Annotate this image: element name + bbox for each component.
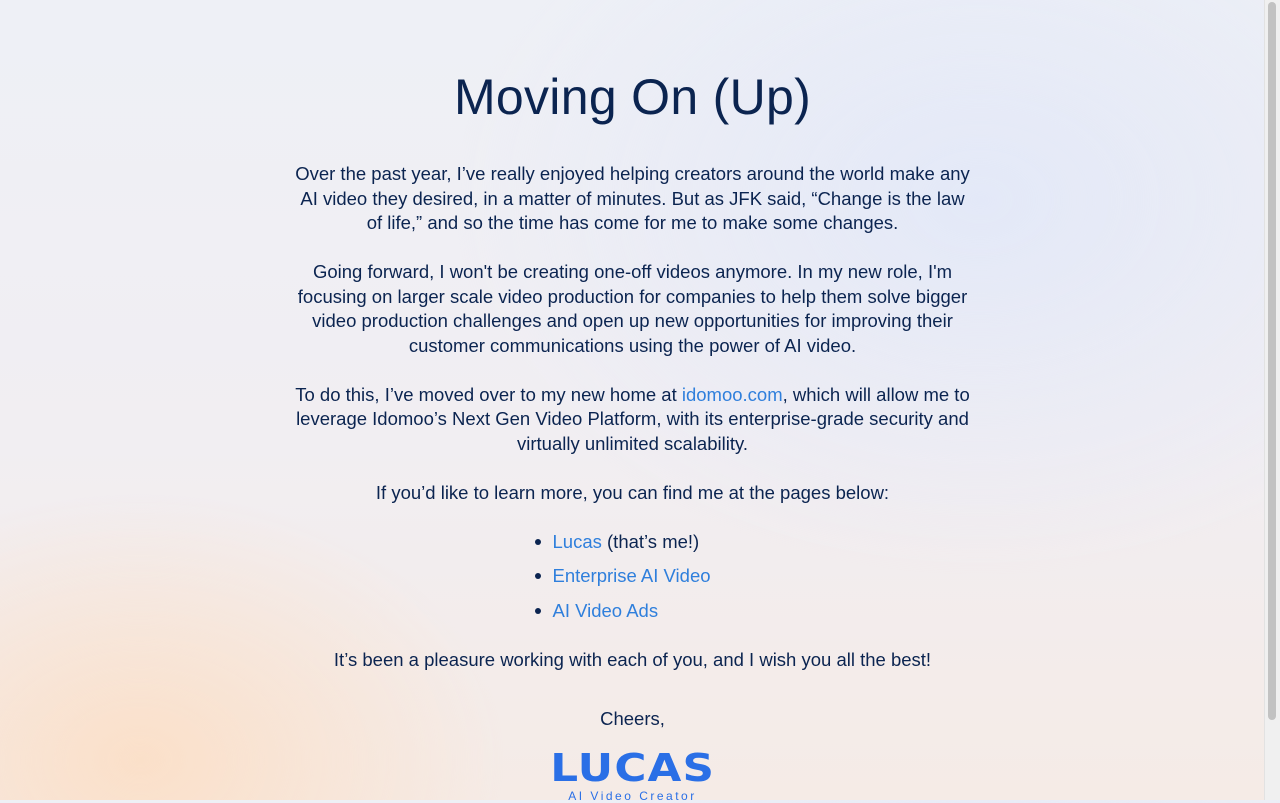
idomoo-link[interactable]: idomoo.com (681, 383, 783, 405)
logo-tagline: AI Video Creator (568, 789, 697, 803)
new-home-paragraph (293, 383, 973, 457)
intro-paragraph: Over the past year, I’ve really enjoyed helping creators around the world make any AI video they desired, in a matter of minutes. But as JFK said, “Change is the law of life,” and so the time has come for me to make some changes. (295, 163, 970, 233)
learn-more-paragraph: If you’d like to learn more, you can find me at the pages below: (375, 482, 890, 503)
list-item (533, 530, 733, 565)
scrollbar-thumb[interactable] (1268, 2, 1276, 720)
enterprise-ai-video-link[interactable]: Enterprise AI Video (552, 565, 711, 586)
lucas-link[interactable]: Lucas (552, 530, 602, 552)
bullet-icon (535, 573, 541, 579)
list-item (533, 599, 733, 634)
signoff-text: Cheers, (600, 707, 665, 729)
ai-video-ads-link[interactable]: AI Video Ads (552, 599, 659, 621)
pages-list (283, 530, 983, 634)
logo-wordmark: LUCAS (550, 746, 715, 790)
list-item (533, 564, 733, 599)
page-title: Moving On (Up) (453, 69, 812, 125)
closing-paragraph: It’s been a pleasure working with each of you, and I wish you all the best! (333, 649, 932, 670)
lucas-logo (550, 746, 715, 803)
new-role-paragraph: Going forward, I won't be creating one-off videos anymore. In my new role, I'm focusing on larger scale video production for companies to help them solve bigger video production challenges and open up new opportunities for improving their customer communications using the power of AI video. (297, 261, 968, 356)
new-home-text-after: , which will allow me to leverage Idomoo’s Next Gen Video Platform, with its enterprise-grade security and virtually unlimited scalability. (296, 383, 970, 454)
bullet-icon (535, 539, 541, 545)
new-home-text-before: To do this, I’ve moved over to my new home at (295, 383, 682, 405)
vertical-scrollbar[interactable] (1264, 0, 1280, 800)
lucas-link-suffix: (that’s me!) (601, 530, 700, 552)
bullet-icon (535, 608, 541, 614)
